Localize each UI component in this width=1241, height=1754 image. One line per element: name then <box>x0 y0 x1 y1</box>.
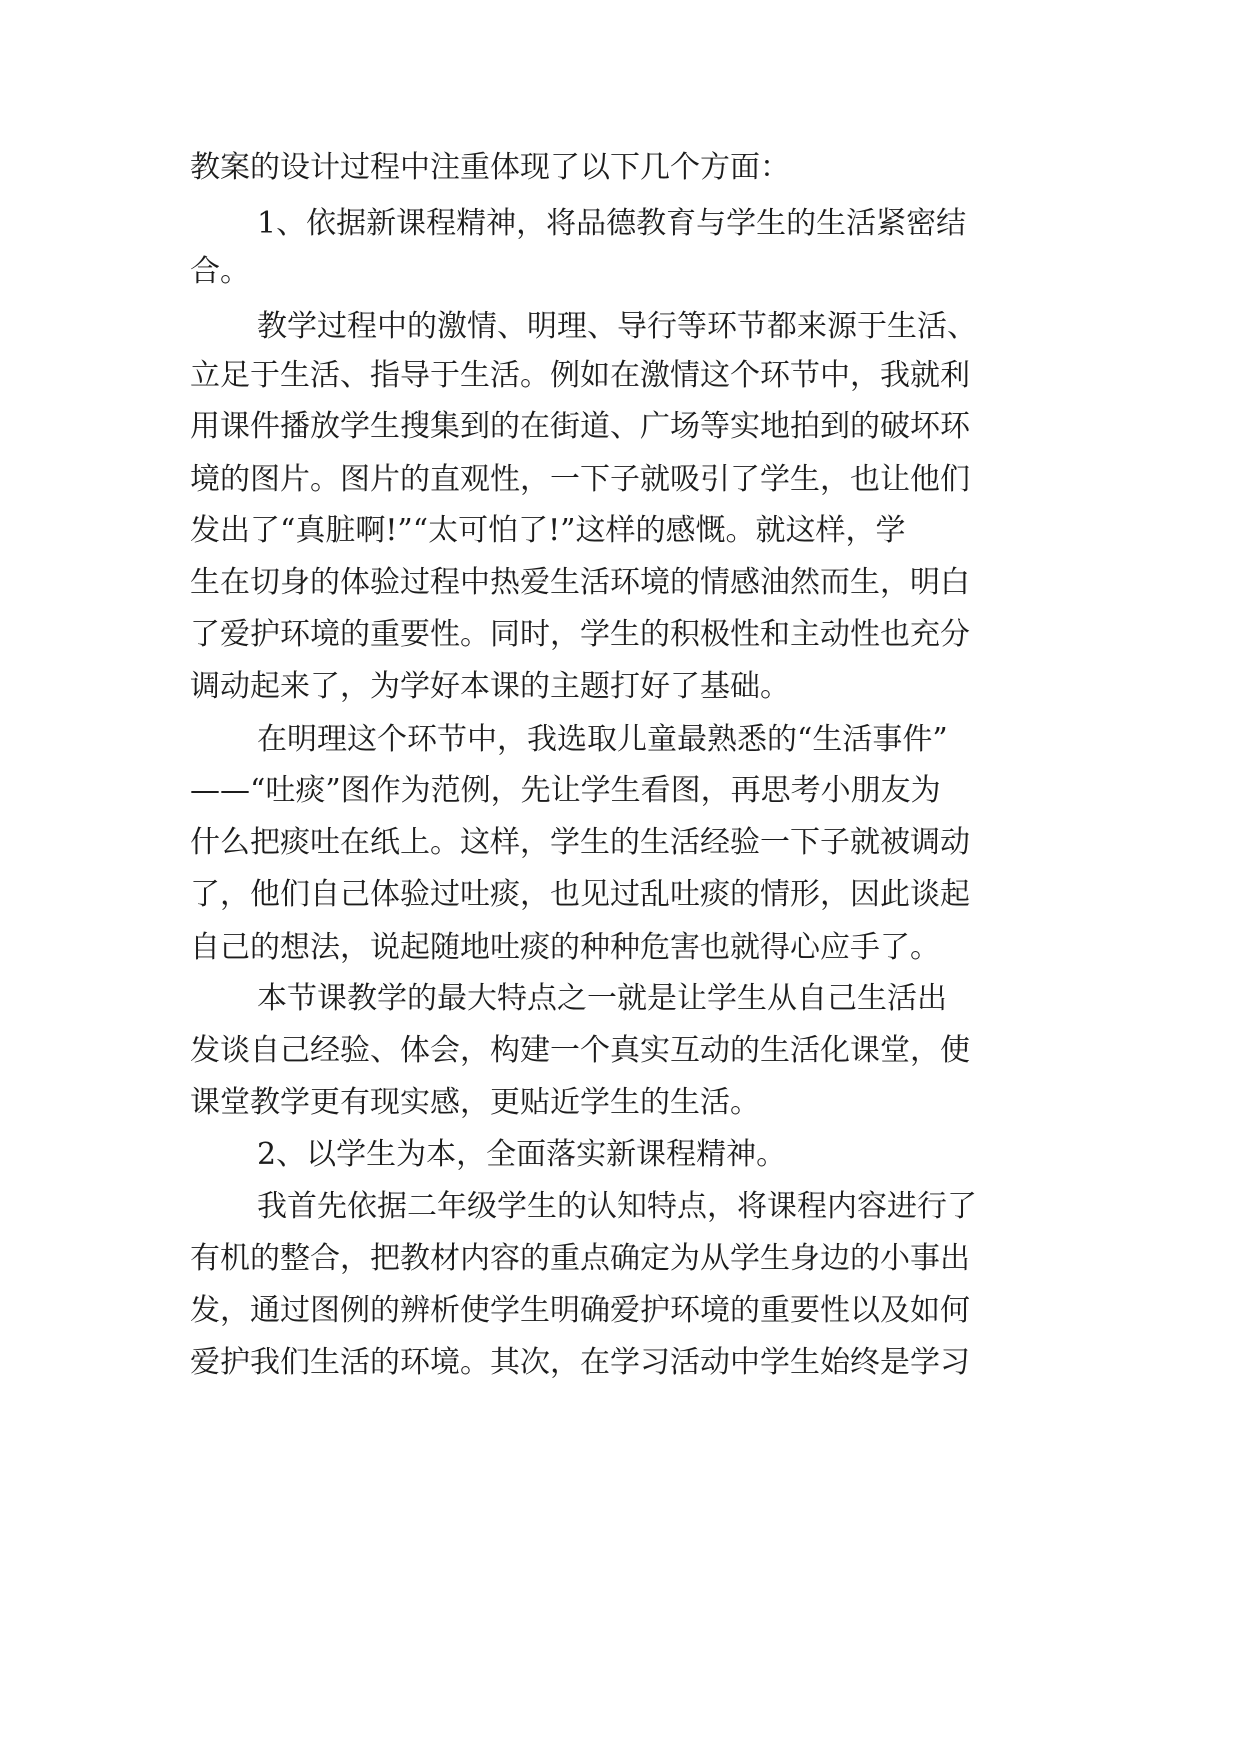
text-line: 自己的想法，说起随地吐痰的种种危害也就得心应手了。 <box>190 930 940 965</box>
text-line: 发出了“真脏啊!”“太可怕了!”这样的感慨。就这样，学 <box>190 513 906 548</box>
text-line: 了，他们自己体验过吐痰，也见过乱吐痰的情形，因此谈起 <box>190 877 970 912</box>
paragraph-start: 教学过程中的激情、明理、导行等环节都来源于生活、 <box>257 309 977 344</box>
text-line: 教案的设计过程中注重体现了以下几个方面： <box>190 150 790 185</box>
text-line: 合。 <box>190 254 250 289</box>
text-line: 用课件播放学生搜集到的在街道、广场等实地拍到的破坏环 <box>190 409 970 444</box>
paragraph-start: 本节课教学的最大特点之一就是让学生从自己生活出 <box>257 981 947 1016</box>
text-line: 发，通过图例的辨析使学生明确爱护环境的重要性以及如何 <box>190 1293 970 1328</box>
paragraph-start: 我首先依据二年级学生的认知特点，将课程内容进行了 <box>257 1189 977 1224</box>
paragraph-start: 1、依据新课程精神，将品德教育与学生的生活紧密结 <box>257 206 967 241</box>
text-line: 调动起来了，为学好本课的主题打好了基础。 <box>190 669 790 704</box>
text-line: 生在切身的体验过程中热爱生活环境的情感油然而生，明白 <box>190 565 970 600</box>
paragraph-start: 2、以学生为本，全面落实新课程精神。 <box>257 1137 787 1172</box>
text-line: 立足于生活、指导于生活。例如在激情这个环节中，我就利 <box>190 358 970 393</box>
text-line: 发谈自己经验、体会，构建一个真实互动的生活化课堂，使 <box>190 1033 970 1068</box>
text-line: 境的图片。图片的直观性，一下子就吸引了学生，也让他们 <box>190 462 970 497</box>
text-line: 有机的整合，把教材内容的重点确定为从学生身边的小事出 <box>190 1241 970 1276</box>
paragraph-start: 在明理这个环节中，我选取儿童最熟悉的“生活事件” <box>257 722 948 757</box>
text-line: 爱护我们生活的环境。其次，在学习活动中学生始终是学习 <box>190 1345 970 1380</box>
text-line: 什么把痰吐在纸上。这样，学生的生活经验一下子就被调动 <box>190 825 970 860</box>
text-line: 课堂教学更有现实感，更贴近学生的生活。 <box>190 1085 760 1120</box>
text-line: ——“吐痰”图作为范例，先让学生看图，再思考小朋友为 <box>190 773 941 808</box>
text-line: 了爱护环境的重要性。同时，学生的积极性和主动性也充分 <box>190 617 970 652</box>
